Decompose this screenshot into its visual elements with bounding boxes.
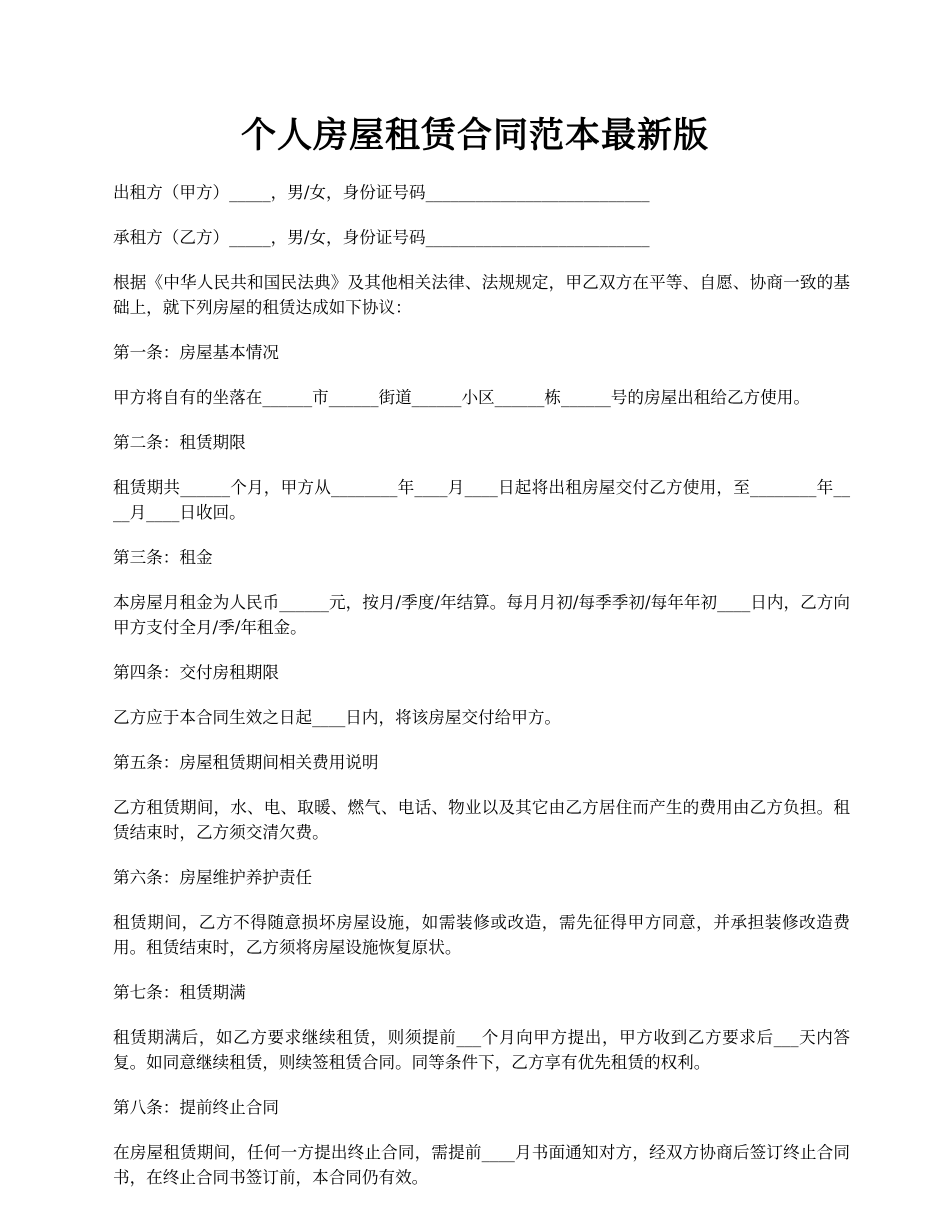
article-5-body: 乙方租赁期间，水、电、取暖、燃气、电话、物业以及其它由乙方居住而产生的费用由乙方负担。租赁结束时，乙方须交清欠费。 — [113, 798, 850, 842]
article-5-heading: 第五条：房屋租赁期间相关费用说明 — [113, 753, 379, 772]
article-4-body: 乙方应于本合同生效之日起____日内，将该房屋交付给甲方。 — [113, 708, 562, 727]
party-b-line: 承租方（乙方）_____，男/女，身份证号码___________________________ — [113, 228, 650, 247]
document-title: 个人房屋租赁合同范本最新版 — [240, 115, 709, 156]
article-7-body: 租赁期满后，如乙方要求继续租赁，则须提前___个月向甲方提出，甲方收到乙方要求后___天内答复。如同意继续租赁，则续签租赁合同。同等条件下，乙方享有优先租赁的权利。 — [113, 1028, 850, 1072]
article-7-heading: 第七条：租赁期满 — [113, 983, 246, 1002]
article-8-body: 在房屋租赁期间，任何一方提出终止合同，需提前____月书面通知对方，经双方协商后签订终止合同书，在终止合同书签订前，本合同仍有效。 — [113, 1143, 850, 1187]
article-6-heading: 第六条：房屋维护养护责任 — [113, 868, 313, 887]
party-a-line: 出租方（甲方）_____，男/女，身份证号码___________________________ — [113, 183, 650, 202]
article-3-heading: 第三条：租金 — [113, 548, 213, 567]
article-2-heading: 第二条：租赁期限 — [113, 433, 246, 452]
article-6-body: 租赁期间，乙方不得随意损坏房屋设施，如需装修或改造，需先征得甲方同意，并承担装修改造费用。租赁结束时，乙方须将房屋设施恢复原状。 — [113, 913, 850, 957]
preamble-paragraph: 根据《中华人民共和国民法典》及其他相关法律、法规规定，甲乙双方在平等、自愿、协商一致的基础上，就下列房屋的租赁达成如下协议： — [113, 273, 850, 317]
article-3-body: 本房屋月租金为人民币______元，按月/季度/年结算。每月月初/每季季初/每年年初____日内，乙方向甲方支付全月/季/年租金。 — [113, 593, 850, 637]
article-1-heading: 第一条：房屋基本情况 — [113, 343, 279, 362]
article-4-heading: 第四条：交付房租期限 — [113, 663, 279, 682]
article-2-body: 租赁期共______个月，甲方从________年____月____日起将出租房屋交付乙方使用，至________年____月____日收回。 — [113, 478, 850, 522]
article-1-body: 甲方将自有的坐落在______市______街道______小区______栋______号的房屋出租给乙方使用。 — [113, 388, 810, 407]
document-body — [113, 180, 850, 1210]
article-8-heading: 第八条：提前终止合同 — [113, 1098, 279, 1117]
